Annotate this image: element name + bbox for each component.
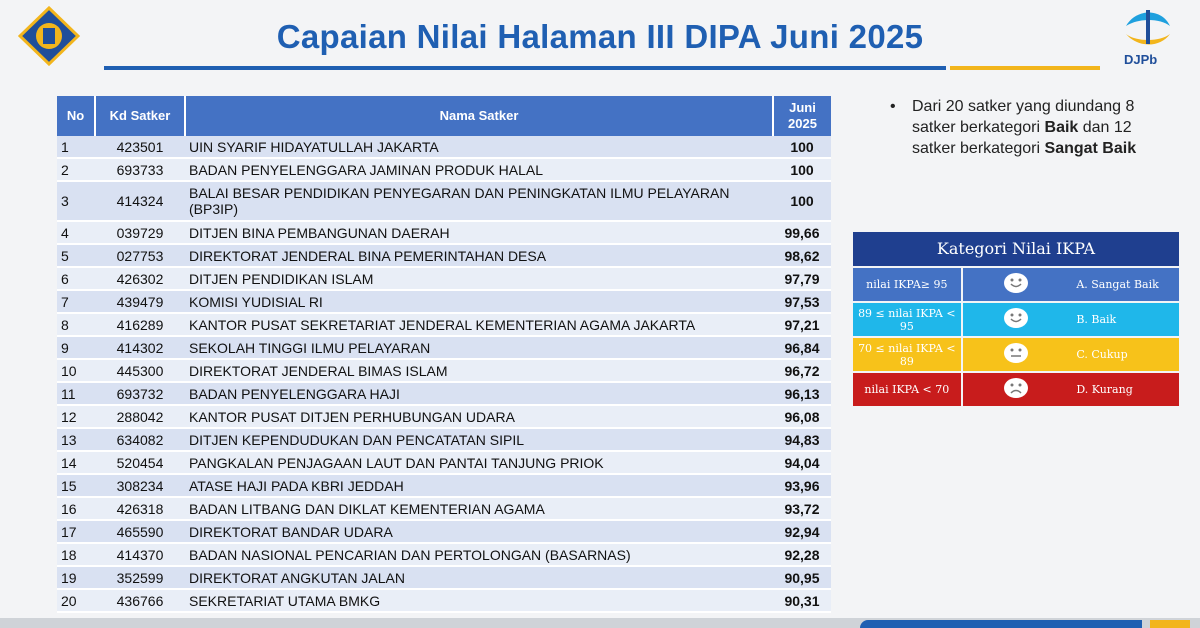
table-row: [57, 474, 831, 497]
cell-nilai: 93,72: [773, 497, 831, 520]
legend-label: C. Cukup: [1070, 337, 1179, 372]
legend-label: D. Kurang: [1070, 372, 1179, 407]
djpb-label: DJPb: [1124, 52, 1158, 67]
cell-nilai: 93,96: [773, 474, 831, 497]
legend-range: 89 ≤ nilai IKPA < 95: [853, 302, 962, 337]
neutral-face-icon: [962, 337, 1071, 372]
cell-kd-satker: 039729: [95, 221, 185, 244]
cell-nilai: 90,95: [773, 566, 831, 589]
cell-no: 12: [57, 405, 95, 428]
legend-row: [853, 337, 1179, 372]
table-row: [57, 543, 831, 566]
cell-kd-satker: 693733: [95, 158, 185, 181]
bullet-dot: •: [890, 98, 896, 115]
cell-no: 6: [57, 267, 95, 290]
table-row: [57, 221, 831, 244]
cell-kd-satker: 426302: [95, 267, 185, 290]
cell-no: 14: [57, 451, 95, 474]
cell-nilai: 100: [773, 158, 831, 181]
legend-row: [853, 267, 1179, 302]
table-row: [57, 428, 831, 451]
legend-title: Kategori Nilai IKPA: [853, 232, 1179, 267]
cell-nilai: 98,62: [773, 244, 831, 267]
table-row: [57, 566, 831, 589]
cell-nama-satker: ATASE HAJI PADA KBRI JEDDAH: [185, 474, 773, 497]
cell-no: 17: [57, 520, 95, 543]
cell-nama-satker: BADAN LITBANG DAN DIKLAT KEMENTERIAN AGAMA: [185, 497, 773, 520]
table-row: [57, 589, 831, 612]
table-row: [57, 313, 831, 336]
cell-nilai: 94,83: [773, 428, 831, 451]
cell-kd-satker: 414324: [95, 181, 185, 221]
cell-nilai: 97,53: [773, 290, 831, 313]
cell-nama-satker: KANTOR PUSAT DITJEN PERHUBUNGAN UDARA: [185, 405, 773, 428]
cell-kd-satker: 634082: [95, 428, 185, 451]
cell-kd-satker: 426318: [95, 497, 185, 520]
cell-no: 19: [57, 566, 95, 589]
table-row: [57, 497, 831, 520]
summary-bullet: [890, 96, 1152, 159]
cell-no: 20: [57, 589, 95, 612]
table-row: [57, 267, 831, 290]
cell-no: 18: [57, 543, 95, 566]
cell-nama-satker: KOMISI YUDISIAL RI: [185, 290, 773, 313]
cell-no: 13: [57, 428, 95, 451]
header-nama-satker: Nama Satker: [185, 96, 773, 136]
legend-row: [853, 302, 1179, 337]
cell-nilai: 97,21: [773, 313, 831, 336]
cell-kd-satker: 414302: [95, 336, 185, 359]
cell-nilai: 90,31: [773, 589, 831, 612]
cell-nama-satker: BADAN PENYELENGGARA HAJI: [185, 382, 773, 405]
cell-nama-satker: DIREKTORAT ANGKUTAN JALAN: [185, 566, 773, 589]
legend-label: A. Sangat Baik: [1070, 267, 1179, 302]
footer-accent-blue: [860, 620, 1142, 628]
page-title: Capaian Nilai Halaman III DIPA Juni 2025: [276, 18, 924, 55]
table-row: [57, 405, 831, 428]
cell-nama-satker: DITJEN KEPENDUDUKAN DAN PENCATATAN SIPIL: [185, 428, 773, 451]
cell-no: 16: [57, 497, 95, 520]
legend-range: 70 ≤ nilai IKPA < 89: [853, 337, 962, 372]
cell-nama-satker: PANGKALAN PENJAGAAN LAUT DAN PANTAI TANJUNG PRIOK: [185, 451, 773, 474]
header-kd-satker: Kd Satker: [95, 96, 185, 136]
table-row: [57, 520, 831, 543]
table-row: [57, 451, 831, 474]
cell-nama-satker: BALAI BESAR PENDIDIKAN PENYEGARAN DAN PENINGKATAN ILMU PELAYARAN (BP3IP): [185, 181, 773, 221]
smile-face-icon: [962, 302, 1071, 337]
cell-nilai: 92,28: [773, 543, 831, 566]
cell-kd-satker: 445300: [95, 359, 185, 382]
cell-no: 8: [57, 313, 95, 336]
sad-face-icon: [962, 372, 1071, 407]
ikpa-category-legend: [853, 232, 1179, 408]
cell-nilai: 99,66: [773, 221, 831, 244]
table-row: [57, 136, 831, 158]
cell-nilai: 96,72: [773, 359, 831, 382]
table-row: [57, 382, 831, 405]
cell-nilai: 96,13: [773, 382, 831, 405]
cell-nama-satker: BADAN PENYELENGGARA JAMINAN PRODUK HALAL: [185, 158, 773, 181]
cell-kd-satker: 465590: [95, 520, 185, 543]
cell-nama-satker: DITJEN PENDIDIKAN ISLAM: [185, 267, 773, 290]
header-no: No: [57, 96, 95, 136]
legend-row: [853, 372, 1179, 407]
legend-range: nilai IKPA < 70: [853, 372, 962, 407]
cell-kd-satker: 416289: [95, 313, 185, 336]
cell-no: 11: [57, 382, 95, 405]
cell-nilai: 100: [773, 136, 831, 158]
footer-accent-yellow: [1150, 620, 1190, 628]
cell-nilai: 96,08: [773, 405, 831, 428]
cell-nama-satker: UIN SYARIF HIDAYATULLAH JAKARTA: [185, 136, 773, 158]
cell-no: 1: [57, 136, 95, 158]
cell-nilai: 100: [773, 181, 831, 221]
cell-nama-satker: DITJEN BINA PEMBANGUNAN DAERAH: [185, 221, 773, 244]
cell-nama-satker: BADAN NASIONAL PENCARIAN DAN PERTOLONGAN (BASARNAS): [185, 543, 773, 566]
smile-face-icon: [962, 267, 1071, 302]
table-row: [57, 359, 831, 382]
cell-no: 15: [57, 474, 95, 497]
cell-kd-satker: 414370: [95, 543, 185, 566]
cell-no: 9: [57, 336, 95, 359]
cell-nama-satker: SEKRETARIAT UTAMA BMKG: [185, 589, 773, 612]
cell-kd-satker: 436766: [95, 589, 185, 612]
table-row: [57, 181, 831, 221]
cell-nama-satker: DIREKTORAT JENDERAL BINA PEMERINTAHAN DESA: [185, 244, 773, 267]
cell-nama-satker: DIREKTORAT JENDERAL BIMAS ISLAM: [185, 359, 773, 382]
cell-nama-satker: SEKOLAH TINGGI ILMU PELAYARAN: [185, 336, 773, 359]
satker-table: [57, 96, 831, 613]
cell-kd-satker: 693732: [95, 382, 185, 405]
cell-no: 5: [57, 244, 95, 267]
cell-nilai: 96,84: [773, 336, 831, 359]
cell-nama-satker: DIREKTORAT BANDAR UDARA: [185, 520, 773, 543]
table-row: [57, 290, 831, 313]
legend-label: B. Baik: [1070, 302, 1179, 337]
cell-kd-satker: 439479: [95, 290, 185, 313]
cell-kd-satker: 308234: [95, 474, 185, 497]
table-row: [57, 336, 831, 359]
cell-kd-satker: 288042: [95, 405, 185, 428]
cell-nilai: 94,04: [773, 451, 831, 474]
cell-nama-satker: KANTOR PUSAT SEKRETARIAT JENDERAL KEMENTERIAN AGAMA JAKARTA: [185, 313, 773, 336]
title-underline-yellow: [950, 66, 1100, 70]
cell-kd-satker: 423501: [95, 136, 185, 158]
cell-nilai: 97,79: [773, 267, 831, 290]
cell-no: 10: [57, 359, 95, 382]
header-juni-2025: Juni 2025: [773, 96, 831, 136]
cell-no: 4: [57, 221, 95, 244]
cell-no: 7: [57, 290, 95, 313]
title-underline-blue: [104, 66, 946, 70]
cell-kd-satker: 352599: [95, 566, 185, 589]
legend-range: nilai IKPA≥ 95: [853, 267, 962, 302]
summary-text: Dari 20 satker yang diundang 8 satker berkategori Baik dan 12 satker berkategori Sangat Baik: [912, 98, 1137, 157]
cell-no: 3: [57, 181, 95, 221]
cell-kd-satker: 520454: [95, 451, 185, 474]
cell-kd-satker: 027753: [95, 244, 185, 267]
table-row: [57, 158, 831, 181]
cell-nilai: 92,94: [773, 520, 831, 543]
table-row: [57, 244, 831, 267]
cell-no: 2: [57, 158, 95, 181]
